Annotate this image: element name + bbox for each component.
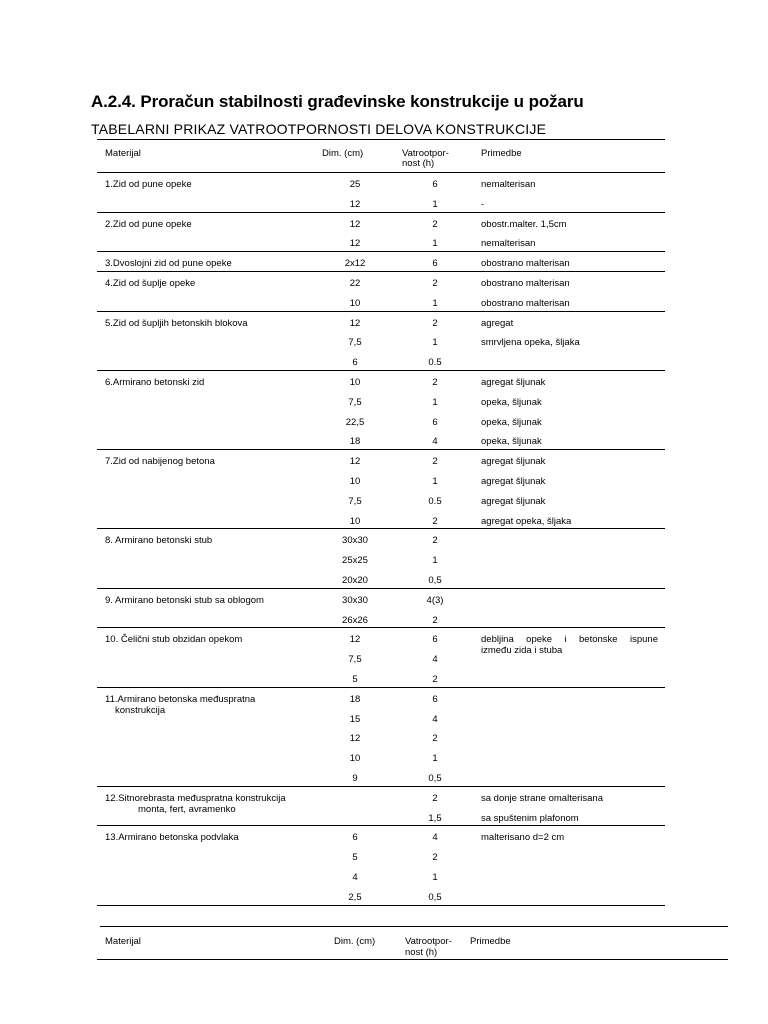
dimension-value: 7,5: [348, 495, 362, 507]
fire-resistance-value: 6: [432, 258, 438, 270]
remark-line1: debljina opeke i betonske ispune: [481, 634, 658, 646]
material-name: 3.Dvoslojni zid od pune opeke: [105, 258, 232, 270]
dimension-value: 9: [352, 773, 358, 784]
material-name: 6.Armirano betonski zid: [105, 377, 205, 388]
header-material: Materijal: [105, 148, 141, 159]
fire-resistance-value: 2: [432, 456, 438, 468]
material-name: 5.Zid od šupljih betonskih blokova: [105, 317, 248, 329]
remark-value: nemalterisan: [481, 238, 536, 250]
material-name: 13.Armirano betonska podvlaka: [105, 832, 239, 844]
fire-resistance-value: 1: [432, 396, 438, 408]
remark-value: obostr.malter. 1,5cm: [481, 218, 567, 230]
header2-vatrootpornost-line1: Vatrootpor-: [405, 936, 452, 947]
remark-value: opeka, šljunak: [481, 396, 542, 408]
fire-resistance-value: 6: [432, 634, 438, 646]
fire-resistance-value: 2: [432, 218, 438, 230]
dimension-value: 12: [349, 456, 361, 468]
material-name: 10. Čelični stub obzidan opekom: [105, 634, 243, 646]
fire-resistance-value: 6: [432, 416, 438, 428]
fire-resistance-value: 2: [432, 792, 438, 804]
group-separator-rule: [97, 370, 665, 371]
dimension-value: 10: [349, 515, 361, 527]
fire-resistance-value: 2: [432, 733, 438, 745]
table-top-rule: [97, 139, 665, 140]
dimension-value: 5: [352, 674, 358, 685]
dimension-value: 7,5: [348, 337, 362, 349]
dimension-value: 7,5: [348, 396, 362, 408]
group-separator-rule: [97, 905, 665, 906]
material-name: 11.Armirano betonska međuspratna: [105, 693, 256, 705]
group-separator-rule: [97, 786, 665, 787]
header2-dim: Dim. (cm): [334, 936, 376, 947]
remark-value: agregat opeka, šljaka: [481, 515, 572, 527]
dimension-value: 18: [349, 436, 361, 448]
remark-value: agregat šljunak: [481, 476, 546, 487]
header-bottom-rule: [97, 172, 665, 173]
fire-resistance-value: 1: [432, 872, 438, 883]
group-separator-rule: [97, 449, 665, 450]
fire-resistance-value: 1: [432, 753, 438, 765]
fire-resistance-value: 4: [432, 832, 438, 844]
material-name: 9. Armirano betonski stub sa oblogom: [105, 594, 264, 606]
fire-resistance-value: 2: [432, 674, 438, 685]
fire-resistance-value: 0,5: [428, 575, 442, 586]
fire-resistance-value: 0,5: [428, 773, 442, 784]
dimension-value: 22: [349, 278, 361, 289]
remark-value: opeka, šljunak: [481, 436, 542, 448]
fire-resistance-value: 1: [432, 555, 438, 567]
dimension-value: 26x26: [342, 614, 368, 626]
fire-resistance-value: 4(3): [426, 594, 444, 606]
dimension-value: 22,5: [345, 416, 365, 428]
remark-value: sa spuštenim plafonom: [481, 812, 579, 824]
fire-resistance-value: 2: [432, 317, 438, 329]
header-remarks: Primedbe: [481, 148, 522, 159]
dimension-value: 30x30: [342, 594, 368, 606]
remark-value: obostrano malterisan: [481, 258, 570, 270]
dimension-value: 4: [352, 872, 358, 883]
fire-resistance-value: 4: [432, 436, 438, 448]
fire-resistance-value: 1,5: [428, 812, 442, 824]
material-name-line2: monta, fert, avramenko: [138, 803, 236, 815]
header-dim: Dim. (cm): [322, 148, 364, 159]
fire-resistance-value: 1: [432, 198, 438, 210]
dimension-value: 10: [349, 377, 361, 388]
table-title: TABELARNI PRIKAZ VATROOTPORNOSTI DELOVA KONSTRUKCIJE: [91, 121, 547, 137]
group-separator-rule: [97, 251, 665, 252]
dimension-value: 6: [352, 357, 358, 369]
fire-resistance-value: 2: [432, 377, 438, 388]
remark-value: agregat: [481, 317, 514, 329]
dimension-value: 15: [349, 713, 361, 725]
fire-resistance-value: 0.5: [428, 495, 442, 507]
material-name: 8. Armirano betonski stub: [105, 535, 213, 547]
material-name: 1.Zid od pune opeke: [105, 179, 192, 190]
group-separator-rule: [97, 687, 665, 688]
fire-resistance-value: 2: [432, 852, 438, 864]
dimension-value: 12: [349, 634, 361, 646]
second-table-top-rule: [100, 926, 728, 927]
page-heading: A.2.4. Proračun stabilnosti građevinske konstrukcije u požaru: [91, 92, 584, 111]
dimension-value: 2,5: [348, 891, 362, 903]
group-separator-rule: [97, 588, 665, 589]
dimension-value: 30x30: [342, 535, 368, 547]
remark-value: malterisano d=2 cm: [481, 832, 565, 844]
dimension-value: 2x12: [344, 258, 366, 270]
fire-resistance-value: 2: [432, 515, 438, 527]
group-separator-rule: [97, 311, 665, 312]
group-separator-rule: [97, 825, 665, 826]
remark-value: agregat šljunak: [481, 495, 546, 507]
dimension-value: 12: [349, 198, 361, 210]
material-name: 7.Zid od nabijenog betona: [105, 456, 215, 468]
material-name: 12.Sitnorebrasta međuspratna konstrukcija: [105, 792, 286, 804]
header2-material: Materijal: [105, 936, 141, 947]
dimension-value: 5: [352, 852, 358, 864]
dimension-value: 6: [352, 832, 358, 844]
second-header-bottom-rule: [97, 959, 728, 960]
dimension-value: 25x25: [342, 555, 368, 567]
remark-value: agregat šljunak: [481, 456, 546, 468]
remark-value: agregat šljunak: [481, 377, 546, 388]
dimension-value: 10: [349, 297, 361, 309]
header-vatrootpornost-line2: nost (h): [402, 158, 435, 169]
remark-value: -: [481, 198, 485, 210]
fire-resistance-value: 0,5: [428, 891, 442, 903]
header2-vatrootpornost-line2: nost (h): [405, 947, 438, 958]
fire-resistance-value: 1: [432, 297, 438, 309]
fire-resistance-value: 4: [432, 713, 438, 725]
material-name-line2: konstrukcija: [115, 704, 166, 716]
remark-value: obostrano malterisan: [481, 297, 570, 309]
dimension-value: 25: [349, 179, 361, 190]
remark-line2: između zida i stuba: [481, 645, 563, 657]
fire-resistance-value: 0.5: [428, 357, 442, 369]
dimension-value: 12: [349, 218, 361, 230]
group-separator-rule: [97, 212, 665, 213]
remark-value: nemalterisan: [481, 179, 536, 190]
fire-resistance-value: 4: [432, 654, 438, 666]
dimension-value: 10: [349, 753, 361, 765]
fire-resistance-value: 2: [432, 535, 438, 547]
dimension-value: 20x20: [342, 575, 368, 586]
group-separator-rule: [97, 627, 665, 628]
remark-value: sa donje strane omalterisana: [481, 792, 603, 804]
fire-resistance-value: 6: [432, 693, 438, 705]
fire-resistance-value: 1: [432, 476, 438, 487]
remark-value: obostrano malterisan: [481, 278, 570, 289]
remark-value: opeka, šljunak: [481, 416, 542, 428]
material-name: 4.Zid od šuplje opeke: [105, 278, 196, 289]
remark-value: smrvljena opeka, šljaka: [481, 337, 580, 349]
dimension-value: 18: [349, 693, 361, 705]
fire-resistance-value: 6: [432, 179, 438, 190]
dimension-value: 12: [349, 733, 361, 745]
group-separator-rule: [97, 528, 665, 529]
header-vatrootpornost-line1: Vatrootpor-: [402, 148, 449, 159]
fire-resistance-value: 2: [432, 614, 438, 626]
dimension-value: 7,5: [348, 654, 362, 666]
header2-remarks: Primedbe: [470, 936, 511, 947]
dimension-value: 12: [349, 238, 361, 250]
material-name: 2.Zid od pune opeke: [105, 218, 192, 230]
fire-resistance-value: 1: [432, 337, 438, 349]
fire-resistance-value: 1: [432, 238, 438, 250]
dimension-value: 10: [349, 476, 361, 487]
group-separator-rule: [97, 271, 665, 272]
dimension-value: 12: [349, 317, 361, 329]
fire-resistance-value: 2: [432, 278, 438, 289]
